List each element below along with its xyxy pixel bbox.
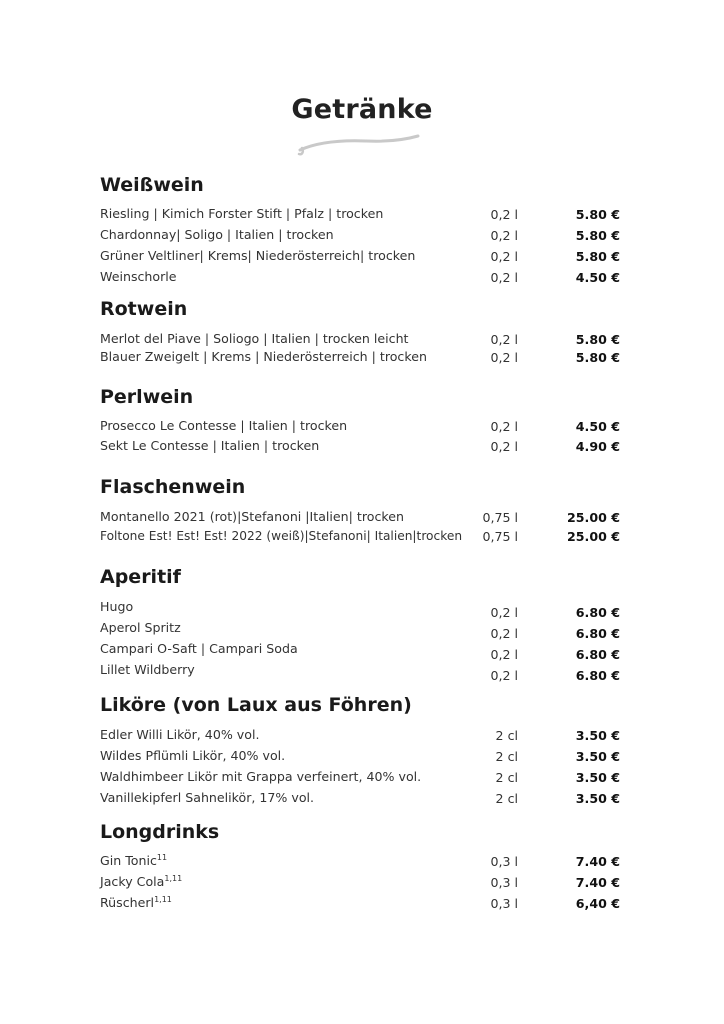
item-price: 5.80 € xyxy=(575,350,620,365)
item-name: Campari O-Saft | Campari Soda xyxy=(100,641,298,656)
decorative-swash-icon xyxy=(296,132,422,158)
item-price: 5.80 € xyxy=(575,332,620,347)
section-title: Flaschenwein xyxy=(100,476,246,498)
item-price: 7.40 € xyxy=(575,875,620,890)
item-qty: 0,2 l xyxy=(490,668,518,683)
menu-item xyxy=(100,726,630,746)
menu-item xyxy=(100,747,630,767)
item-price: 6.80 € xyxy=(575,668,620,683)
menu-item xyxy=(100,348,630,368)
item-price: 3.50 € xyxy=(575,749,620,764)
section-title: Weißwein xyxy=(100,174,204,196)
item-price: 6.80 € xyxy=(575,647,620,662)
menu-item xyxy=(100,661,630,681)
item-price: 3.50 € xyxy=(575,791,620,806)
menu-item xyxy=(100,268,630,288)
item-price: 6,40 € xyxy=(575,896,620,911)
item-name: Chardonnay| Soligo | Italien | trocken xyxy=(100,227,334,242)
item-price: 6.80 € xyxy=(575,605,620,620)
item-name: Lillet Wildberry xyxy=(100,662,195,677)
menu-item xyxy=(100,852,630,872)
item-name: Prosecco Le Contesse | Italien | trocken xyxy=(100,418,348,433)
item-qty: 0,2 l xyxy=(490,350,518,365)
item-name xyxy=(100,873,182,891)
item-name: Hugo xyxy=(100,599,134,614)
item-name: Blauer Zweigelt | Krems | Niederösterreich | trocken xyxy=(100,349,427,364)
item-qty: 0,3 l xyxy=(490,854,518,869)
section-title: Liköre (von Laux aus Föhren) xyxy=(100,694,412,716)
item-qty: 2 cl xyxy=(495,791,518,806)
item-qty: 0,2 l xyxy=(490,332,518,347)
item-qty: 0,2 l xyxy=(490,605,518,620)
menu-item xyxy=(100,226,630,246)
item-name: Waldhimbeer Likör mit Grappa verfeinert, 40% vol. xyxy=(100,769,422,784)
item-name: Foltone Est! Est! Est! 2022 (weiß)|Stefanoni| Italien|trocken xyxy=(100,529,463,543)
item-price: 4.50 € xyxy=(575,270,620,285)
item-qty: 0,2 l xyxy=(490,647,518,662)
section-title: Longdrinks xyxy=(100,821,220,843)
menu-item xyxy=(100,894,630,914)
item-price: 5.80 € xyxy=(575,207,620,222)
item-qty: 0,75 l xyxy=(482,529,518,544)
menu-item xyxy=(100,640,630,660)
item-qty: 0,2 l xyxy=(490,439,518,454)
item-name xyxy=(100,894,172,912)
menu-item xyxy=(100,247,630,267)
menu-item xyxy=(100,619,630,639)
item-qty: 0,2 l xyxy=(490,249,518,264)
item-price: 3.50 € xyxy=(575,728,620,743)
item-qty: 2 cl xyxy=(495,770,518,785)
item-price: 7.40 € xyxy=(575,854,620,869)
item-qty: 0,3 l xyxy=(490,896,518,911)
item-name-text: Jacky Cola xyxy=(100,874,165,889)
item-name: Wildes Pflümli Likör, 40% vol. xyxy=(100,748,286,763)
menu-item xyxy=(100,417,630,437)
item-name: Montanello 2021 (rot)|Stefanoni |Italien| trocken xyxy=(100,509,404,524)
section-title: Perlwein xyxy=(100,386,194,408)
item-qty: 2 cl xyxy=(495,749,518,764)
page-title: Getränke xyxy=(291,94,433,125)
item-qty: 0,2 l xyxy=(490,207,518,222)
menu-item xyxy=(100,527,630,547)
menu-item xyxy=(100,768,630,788)
item-qty: 0,2 l xyxy=(490,228,518,243)
menu-item xyxy=(100,437,630,457)
item-price: 3.50 € xyxy=(575,770,620,785)
item-qty: 0,2 l xyxy=(490,419,518,434)
menu-item xyxy=(100,789,630,809)
menu-item xyxy=(100,205,630,225)
item-name-text: Gin Tonic xyxy=(100,853,157,868)
item-name: Edler Willi Likör, 40% vol. xyxy=(100,727,260,742)
item-name: Vanillekipferl Sahnelikör, 17% vol. xyxy=(100,790,315,805)
item-price: 25.00 € xyxy=(567,529,620,544)
menu-item xyxy=(100,508,630,528)
item-qty: 0,2 l xyxy=(490,270,518,285)
item-qty: 0,2 l xyxy=(490,626,518,641)
item-price: 25.00 € xyxy=(567,510,620,525)
additive-footnote: 1,11 xyxy=(154,894,172,904)
item-name: Merlot del Piave | Soliogo | Italien | trocken leicht xyxy=(100,331,409,346)
additive-footnote: 11 xyxy=(156,852,168,862)
menu-item xyxy=(100,873,630,893)
item-price: 5.80 € xyxy=(575,228,620,243)
additive-footnote: 1,11 xyxy=(164,873,183,883)
menu-item xyxy=(100,598,630,618)
item-name: Sekt Le Contesse | Italien | trocken xyxy=(100,438,320,453)
item-price: 4.90 € xyxy=(575,439,620,454)
item-name: Weinschorle xyxy=(100,269,177,284)
section-title: Aperitif xyxy=(100,566,181,588)
item-qty: 0,3 l xyxy=(490,875,518,890)
item-price: 4.50 € xyxy=(575,419,620,434)
menu-item xyxy=(100,330,630,350)
item-qty: 0,75 l xyxy=(482,510,518,525)
item-price: 5.80 € xyxy=(575,249,620,264)
item-name: Grüner Veltliner| Krems| Niederösterreich| trocken xyxy=(100,248,416,263)
item-qty: 2 cl xyxy=(495,728,518,743)
item-name xyxy=(100,852,167,870)
item-price: 6.80 € xyxy=(575,626,620,641)
item-name: Riesling | Kimich Forster Stift | Pfalz | trocken xyxy=(100,206,384,221)
item-name-text: Rüscherl xyxy=(100,895,155,910)
section-title: Rotwein xyxy=(100,298,188,320)
item-name: Aperol Spritz xyxy=(100,620,181,635)
